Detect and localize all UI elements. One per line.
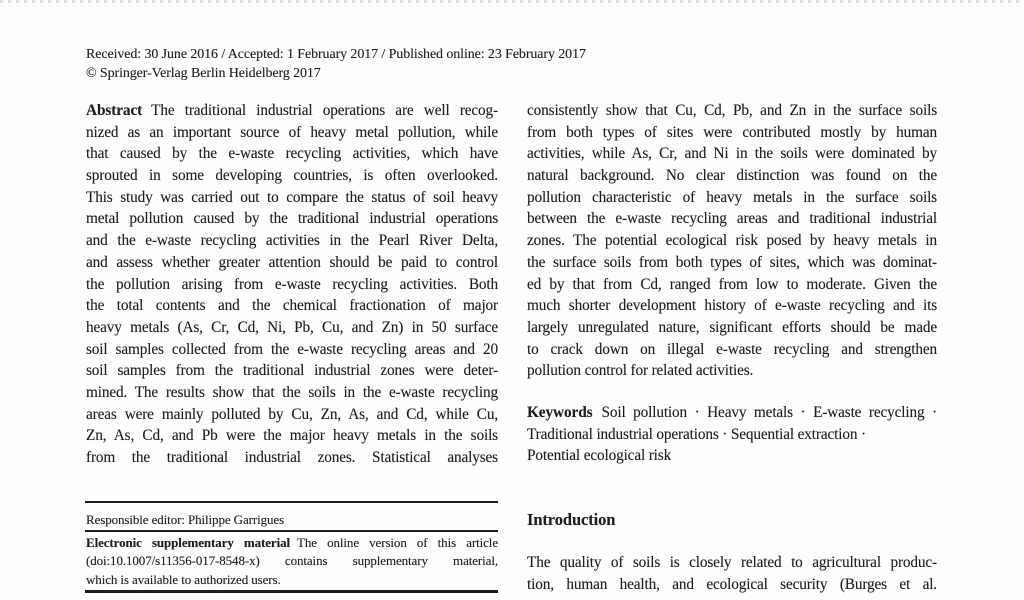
supplementary-material-note xyxy=(86,534,498,589)
text-line: zones. The potential ecological risk posed by heavy metals in xyxy=(527,232,937,250)
text-line: This study was carried out to compare the status of soil heavy xyxy=(86,188,498,206)
text-line: areas were mainly polluted by Cu, Zn, As, and Cd, while Cu, xyxy=(86,405,498,423)
text-line: Electronic supplementary material The online version of this article xyxy=(86,535,498,550)
text-line: The quality of soils is closely related to agricultural produc- xyxy=(527,554,937,571)
bold-label: Electronic supplementary material xyxy=(86,535,291,550)
text-line: soil samples from the traditional industrial zones were deter- xyxy=(86,362,498,380)
text-line: the pollution arising from e-waste recycling activities. Both xyxy=(86,275,498,293)
text-line: natural background. No clear distinction was found on the xyxy=(527,167,937,185)
text-line: tion, human health, and ecological security (Burges et al. xyxy=(527,575,937,593)
text-line: pollution control for related activities. xyxy=(527,362,754,380)
copyright-line: © Springer-Verlag Berlin Heidelberg 2017 xyxy=(86,65,321,81)
text-line: Zn, As, Cd, and Pb were the major heavy metals in the soils xyxy=(86,427,498,445)
text-line: between the e-waste recycling areas and traditional industrial xyxy=(527,210,937,228)
article-header xyxy=(86,46,786,83)
text-line: heavy metals (As, Cr, Cd, Ni, Pb, Cu, and Zn) in 50 surface xyxy=(86,318,498,336)
text-line: which is available to authorized users. xyxy=(86,571,281,587)
text-line: Keywords Soil pollution · Heavy metals · E-waste recycling · xyxy=(527,404,937,421)
footnote-separator-top xyxy=(85,501,498,503)
text-line: the total contents and the chemical fractionation of major xyxy=(86,297,498,315)
abstract-column-left xyxy=(86,100,498,469)
text-line: largely unregulated nature, significant efforts should be made xyxy=(527,318,937,336)
text-line: pollution characteristic of heavy metals in the surface soils xyxy=(527,188,937,206)
text-line: mined. The results show that the soils in the e-waste recycling xyxy=(86,383,498,401)
keywords-block xyxy=(527,402,937,467)
bold-label: Abstract xyxy=(86,102,143,119)
text-line: much shorter development history of e-waste recycling and its xyxy=(527,297,937,315)
text-line: and the e-waste recycling activities in the Pearl River Delta, xyxy=(86,232,498,250)
text-line: activities, while As, Cr, and Ni in the soils were dominated by xyxy=(527,145,937,163)
text-line: that caused by the e-waste recycling activities, which have xyxy=(86,145,498,163)
text-line: and assess whether greater attention should be paid to control xyxy=(86,253,498,271)
text-line: metal pollution caused by the traditional industrial operations xyxy=(86,210,498,228)
footnote-separator-bottom xyxy=(85,590,498,593)
text-line: (doi:10.1007/s11356-017-8548-x) contains supplementary material, xyxy=(86,553,498,569)
text-line: nized as an important source of heavy metal pollution, while xyxy=(86,123,498,141)
responsible-editor-note xyxy=(86,511,498,529)
text-line: from the traditional industrial zones. Statistical analyses xyxy=(86,449,498,466)
text-line: ed by that from Cd, ranged from low to moderate. Given the xyxy=(527,275,937,293)
introduction-heading: Introduction xyxy=(527,510,616,529)
scan-artifact-strip xyxy=(0,0,1024,3)
introduction-paragraph xyxy=(527,552,937,595)
text-line: Abstract The traditional industrial operations are well recog- xyxy=(86,102,498,119)
bold-label: Keywords xyxy=(527,404,593,421)
footnote-separator-mid xyxy=(85,530,498,532)
text-line: from both types of sites were contributed mostly by human xyxy=(527,123,937,141)
text-line: to crack down on illegal e-waste recycling and strengthen xyxy=(527,340,937,358)
responsible-editor-line: Responsible editor: Philippe Garrigues xyxy=(86,512,285,527)
text-line: consistently show that Cu, Cd, Pb, and Zn in the surface soils xyxy=(527,102,937,119)
received-accepted-line: Received: 30 June 2016 / Accepted: 1 February 2017 / Published online: 23 February 2017 xyxy=(86,47,586,62)
text-line: sprouted in some developing countries, is often overlooked. xyxy=(86,167,498,185)
text-line: Traditional industrial operations · Sequential extraction · xyxy=(527,425,866,443)
text-line: Potential ecological risk xyxy=(527,447,672,465)
text-line: the surface soils from both types of sites, which was dominat- xyxy=(527,253,937,271)
text-line: soil samples collected from the e-waste recycling areas and 20 xyxy=(86,340,498,358)
abstract-column-right xyxy=(527,100,937,382)
